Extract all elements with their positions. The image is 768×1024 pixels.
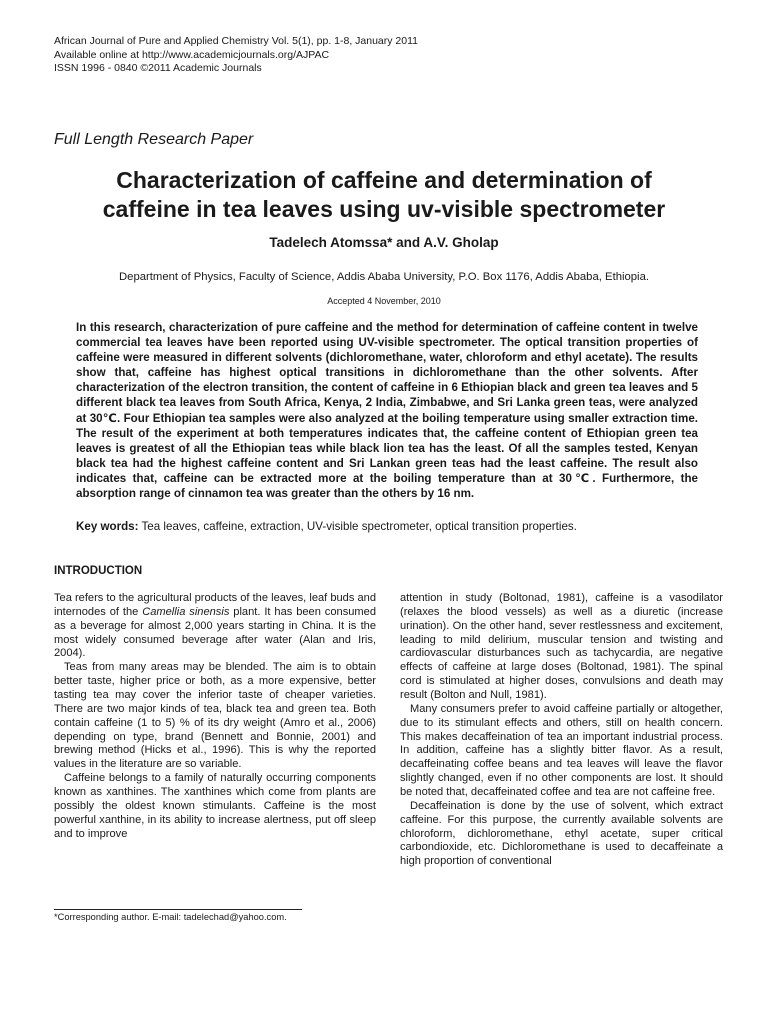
paper-title	[40, 166, 728, 224]
keywords	[76, 520, 698, 533]
journal-url: Available online at http://www.academicjournals.org/AJPAC	[54, 48, 330, 61]
accepted-date: Accepted 4 November, 2010	[327, 296, 441, 306]
abstract: In this research, characterization of pure caffeine and the method for determination of caffeine content in twelve commercial tea leaves have been reported using UV-visible spectrometer. The optical transition properties of caffeine were measured in different solvents (dichloromethane, water, chloroform and ethyl acetate). The results show that, caffeine has highest optical transitions in dichloromethane than the other solvents. After characterization of the electron transition, the content of caffeine in 6 Ethiopian black and green tea leaves and 5 different black tea leaves from South Africa, Kenya, 2 India, Zimbabwe, and Sri Lanka green teas, were analyzed at 30℃. Four Ethiopian tea samples were also analyzed at the boiling temperature using smaller extraction time. The result of the experiment at both temperatures indicates that, the caffeine content of Ethiopian green tea leaves is greatest of all the Ethiopian teas while black lion tea has the least. Of all the samples tested, Kenyan black tea had the highest caffeine content and Sri Lankan green teas had the least caffeine. The result also indicates that, caffeine can be extracted more at the boiling temperature than at 30℃. Furthermore, the absorption range of cinnamon tea was greater than the others by 16 nm.	[76, 321, 698, 501]
section-heading-introduction: INTRODUCTION	[54, 565, 143, 577]
footnote-divider	[54, 909, 302, 910]
right-column	[400, 592, 723, 869]
intro-paragraph-1: Tea refers to the agricultural products of the leaves, leaf buds and internodes of the Camellia sinensis plant. It has been consumed as a beverage for almost 2,000 years starting in China. It is the most widely consumed beverage after water (Alan and Iris, 2004).	[54, 592, 376, 660]
keywords-label: Key words:	[76, 520, 139, 533]
journal-header	[54, 35, 418, 76]
intro-paragraph-4: attention in study (Boltonad, 1981), caffeine is a vasodilator (relaxes the blood vessels) as well as a diuretic (increase urination). On the other hand, sever restlessness and excitement, leading to mild delirium, muscular tension and twisting and cardiovascular disturbances such as tachycardia, are negative effects of caffeine at large doses (Boltonad, 1981). The spinal cord is stimulated at higher doses, convulsions and death may result (Bolton and Null, 1981).	[400, 592, 723, 702]
intro-paragraph-5: Many consumers prefer to avoid caffeine partially or altogether, due to its stimulant effects and others, still on health concern. This makes decaffeination of tea an important industrial process. In addition, caffeine has a slightly bitter flavor. As a result, decaffeinating coffee beans and tea leaves will leave the flavor slightly changed, even if no other components are lost. It should be noted that, decaffeinated coffee and tea are not caffeine free.	[400, 702, 723, 799]
species-name: Camellia sinensis	[142, 605, 230, 618]
intro-paragraph-6: Decaffeination is done by the use of solvent, which extract caffeine. For this purpose, the currently available solvents are chloroform, dichloromethane, ethyl acetate, super critical carbondioxide, etc. Dichloromethane is used to decaffeinate a high proportion of conventional	[400, 799, 723, 868]
affiliation: Department of Physics, Faculty of Science, Addis Ababa University, P.O. Box 1176, Addis Ababa, Ethiopia.	[119, 271, 649, 283]
journal-issn: ISSN 1996 - 0840 ©2011 Academic Journals	[54, 62, 262, 74]
paper-type: Full Length Research Paper	[54, 131, 254, 148]
intro-paragraph-3: Caffeine belongs to a family of naturally occurring components known as xanthines. The xanthines which come from plants are possibly the oldest known stimulants. Caffeine is the most powerful xanthine, in its ability to increase alertness, put off sleep and to improve	[54, 772, 376, 840]
journal-citation: African Journal of Pure and Applied Chemistry Vol. 5(1), pp. 1-8, January 2011	[54, 35, 419, 47]
intro-paragraph-2: Teas from many areas may be blended. The aim is to obtain better taste, higher price or both, as a more expensive, better tasting tea may cover the inferior taste of cheaper varieties. There are two major kinds of tea, black tea and green tea. Both contain caffeine (1 to 5) % of its dry weight (Amro et al., 2006) depending on type, brand (Bennett and Bonnie, 2001) and brewing method (Hicks et al., 1996). This is why the reported values in the literature are so variable.	[54, 661, 376, 771]
paper-title-line-2: caffeine in tea leaves using uv-visible spectrometer	[102, 196, 666, 222]
authors: Tadelech Atomssa* and A.V. Gholap	[269, 235, 499, 250]
left-column	[54, 592, 376, 841]
corresponding-author-footnote: *Corresponding author. E-mail: tadelechad@yahoo.com.	[54, 912, 287, 922]
keywords-text: Tea leaves, caffeine, extraction, UV-visible spectrometer, optical transition properties.	[141, 520, 577, 533]
paper-title-line-1: Characterization of caffeine and determination of	[116, 167, 652, 193]
